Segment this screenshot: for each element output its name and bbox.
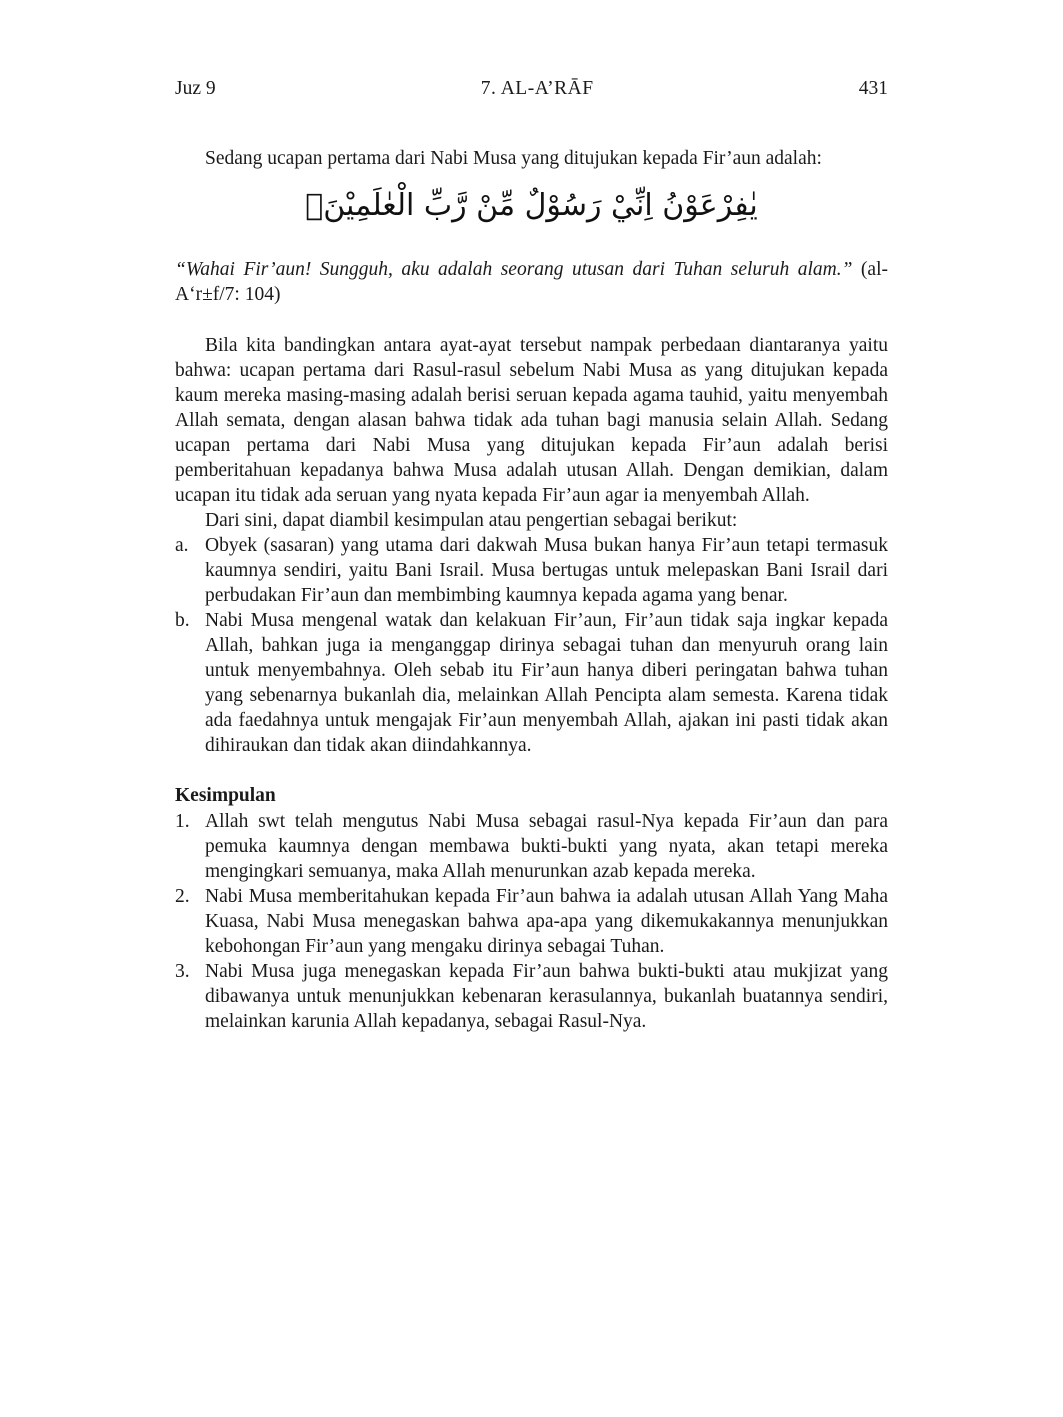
list-marker: 3. xyxy=(175,961,190,982)
surah-title: 7. AL-A’RĀF xyxy=(480,78,594,99)
comparison-paragraph: Bila kita bandingkan antara ayat-ayat tersebut nampak perbedaan diantaranya yaitu bahwa: ucapan pertama dari Rasul-rasul sebelum Nabi Musa as yang ditujukan kepada kaum mereka masing-masing adalah berisi seruan kepada agama tauhid, yaitu menyembah Allah semata, dengan alasan bahwa tidak ada tuhan bagi manusia selain Allah. Sedang ucapan pertama dari Nabi Musa yang ditujukan kepada Fir’aun adalah berisi pemberitahuan kepadanya bahwa Musa adalah utusan Allah. Dengan demikian, dalam ucapan itu tidak ada seruan yang nyata kepada Fir’aun agar ia menyembah Allah. xyxy=(175,335,888,506)
kesimpulan-heading: Kesimpulan xyxy=(175,785,276,806)
page-header xyxy=(175,78,888,100)
quote-text: “Wahai Fir’aun! Sungguh, aku adalah seorang utusan dari Tuhan seluruh alam.” xyxy=(175,259,853,280)
list-item-text: Allah swt telah mengutus Nabi Musa sebagai rasul-Nya kepada Fir’aun dan para pemuka kaumnya dengan membawa bukti-bukti yang nyata, akan tetapi mereka mengingkari semuanya, maka Allah menurunkan azab kepada mereka. xyxy=(205,811,888,882)
kesimpulan-item-3 xyxy=(175,959,888,1034)
conclusion-lead: Dari sini, dapat diambil kesimpulan atau pengertian sebagai berikut: xyxy=(205,510,738,531)
intro-paragraph: Sedang ucapan pertama dari Nabi Musa yang ditujukan kepada Fir’aun adalah: xyxy=(205,148,822,169)
quote-citation: (al-A‘r±f/7: 104) xyxy=(175,259,888,305)
list-marker: 2. xyxy=(175,886,190,907)
list-item-text: Obyek (sasaran) yang utama dari dakwah Musa bukan hanya Fir’aun tetapi termasuk kaumnya sendiri, yaitu Bani Israil. Musa bertugas untuk melepaskan Bani Israil dari perbudakan Fir’aun dan membimbing kaumnya kepada agama yang benar. xyxy=(205,535,888,606)
juz-label: Juz 9 xyxy=(175,78,216,99)
list-item-a xyxy=(175,533,888,608)
arabic-verse: يٰفِرْعَوْنُ اِنِّيْ رَسُوْلٌ مِّنْ رَّبِّ الْعٰلَمِيْنَۙ xyxy=(305,188,758,223)
translation-quote xyxy=(175,257,888,307)
list-item-text: Nabi Musa memberitahukan kepada Fir’aun bahwa ia adalah utusan Allah Yang Maha Kuasa, Nabi Musa menegaskan bahwa apa-apa yang dikemukakannya menunjukkan kebohongan Fir’aun yang mengaku dirinya sebagai Tuhan. xyxy=(205,886,888,957)
list-marker: b. xyxy=(175,610,190,631)
list-marker: a. xyxy=(175,535,189,556)
list-item-text: Nabi Musa mengenal watak dan kelakuan Fir’aun, Fir’aun tidak saja ingkar kepada Allah, bahkan juga ia menganggap dirinya sebagai tuhan dan menyuruh orang lain untuk menyembahnya. Oleh sebab itu Fir’aun hanya diberi peringatan bahwa tuhan yang sebenarnya bukanlah dia, melainkan Allah Pencipta alam semesta. Karena tidak ada faedahnya untuk mengajak Fir’aun menyembah Allah, ajakan ini pasti tidak akan dihiraukan dan tidak akan diindahkannya. xyxy=(205,610,888,756)
list-item-text: Nabi Musa juga menegaskan kepada Fir’aun bahwa bukti-bukti atau mukjizat yang dibawanya untuk menunjukkan kebenaran kerasulannya, bukanlah buatannya sendiri, melainkan karunia Allah kepadanya, sebagai Rasul-Nya. xyxy=(205,961,888,1032)
kesimpulan-item-2 xyxy=(175,884,888,959)
list-item-b xyxy=(175,608,888,758)
list-marker: 1. xyxy=(175,811,190,832)
page-number: 431 xyxy=(858,78,888,99)
kesimpulan-item-1 xyxy=(175,809,888,884)
document-body xyxy=(175,146,888,1034)
